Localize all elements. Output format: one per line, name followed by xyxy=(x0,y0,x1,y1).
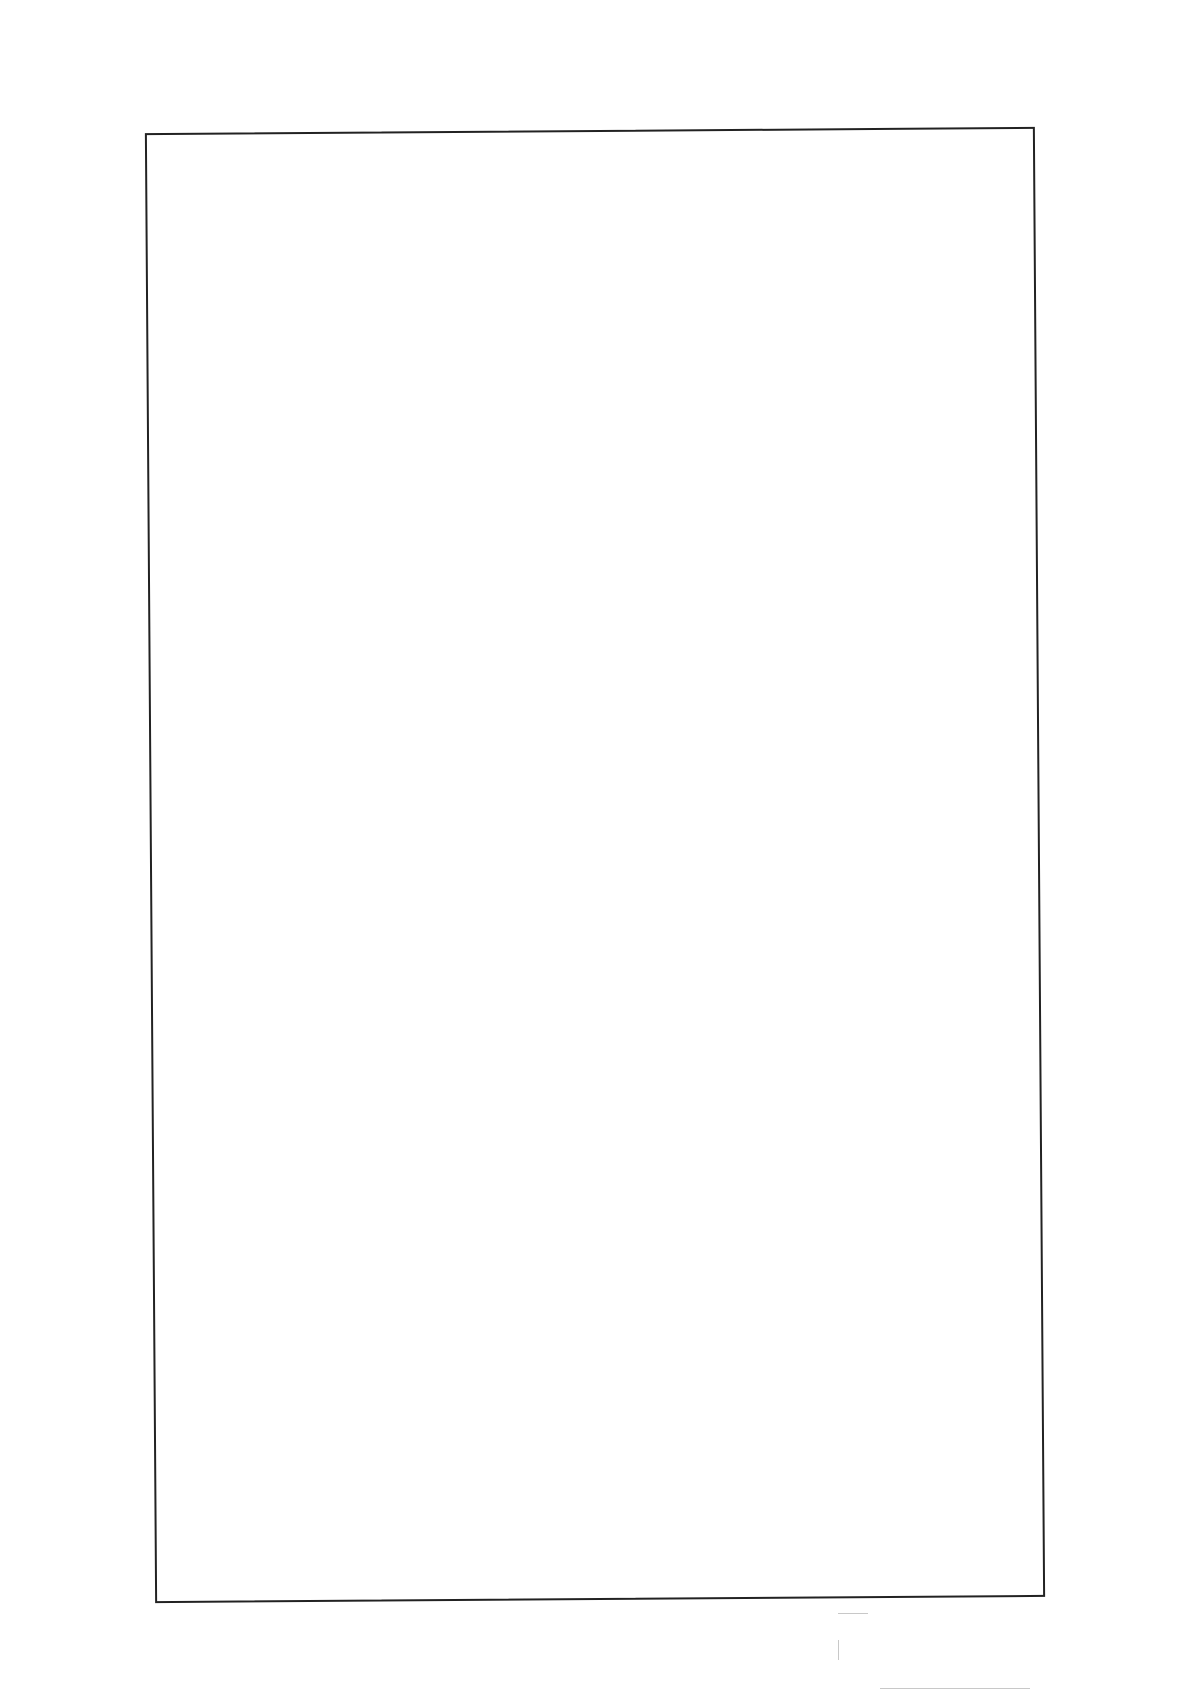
rotated-table xyxy=(145,127,1045,1603)
scan-artifact xyxy=(838,1640,839,1660)
scan-artifact xyxy=(880,1688,1030,1689)
scan-artifact xyxy=(838,1613,868,1614)
page-number xyxy=(51,843,91,873)
